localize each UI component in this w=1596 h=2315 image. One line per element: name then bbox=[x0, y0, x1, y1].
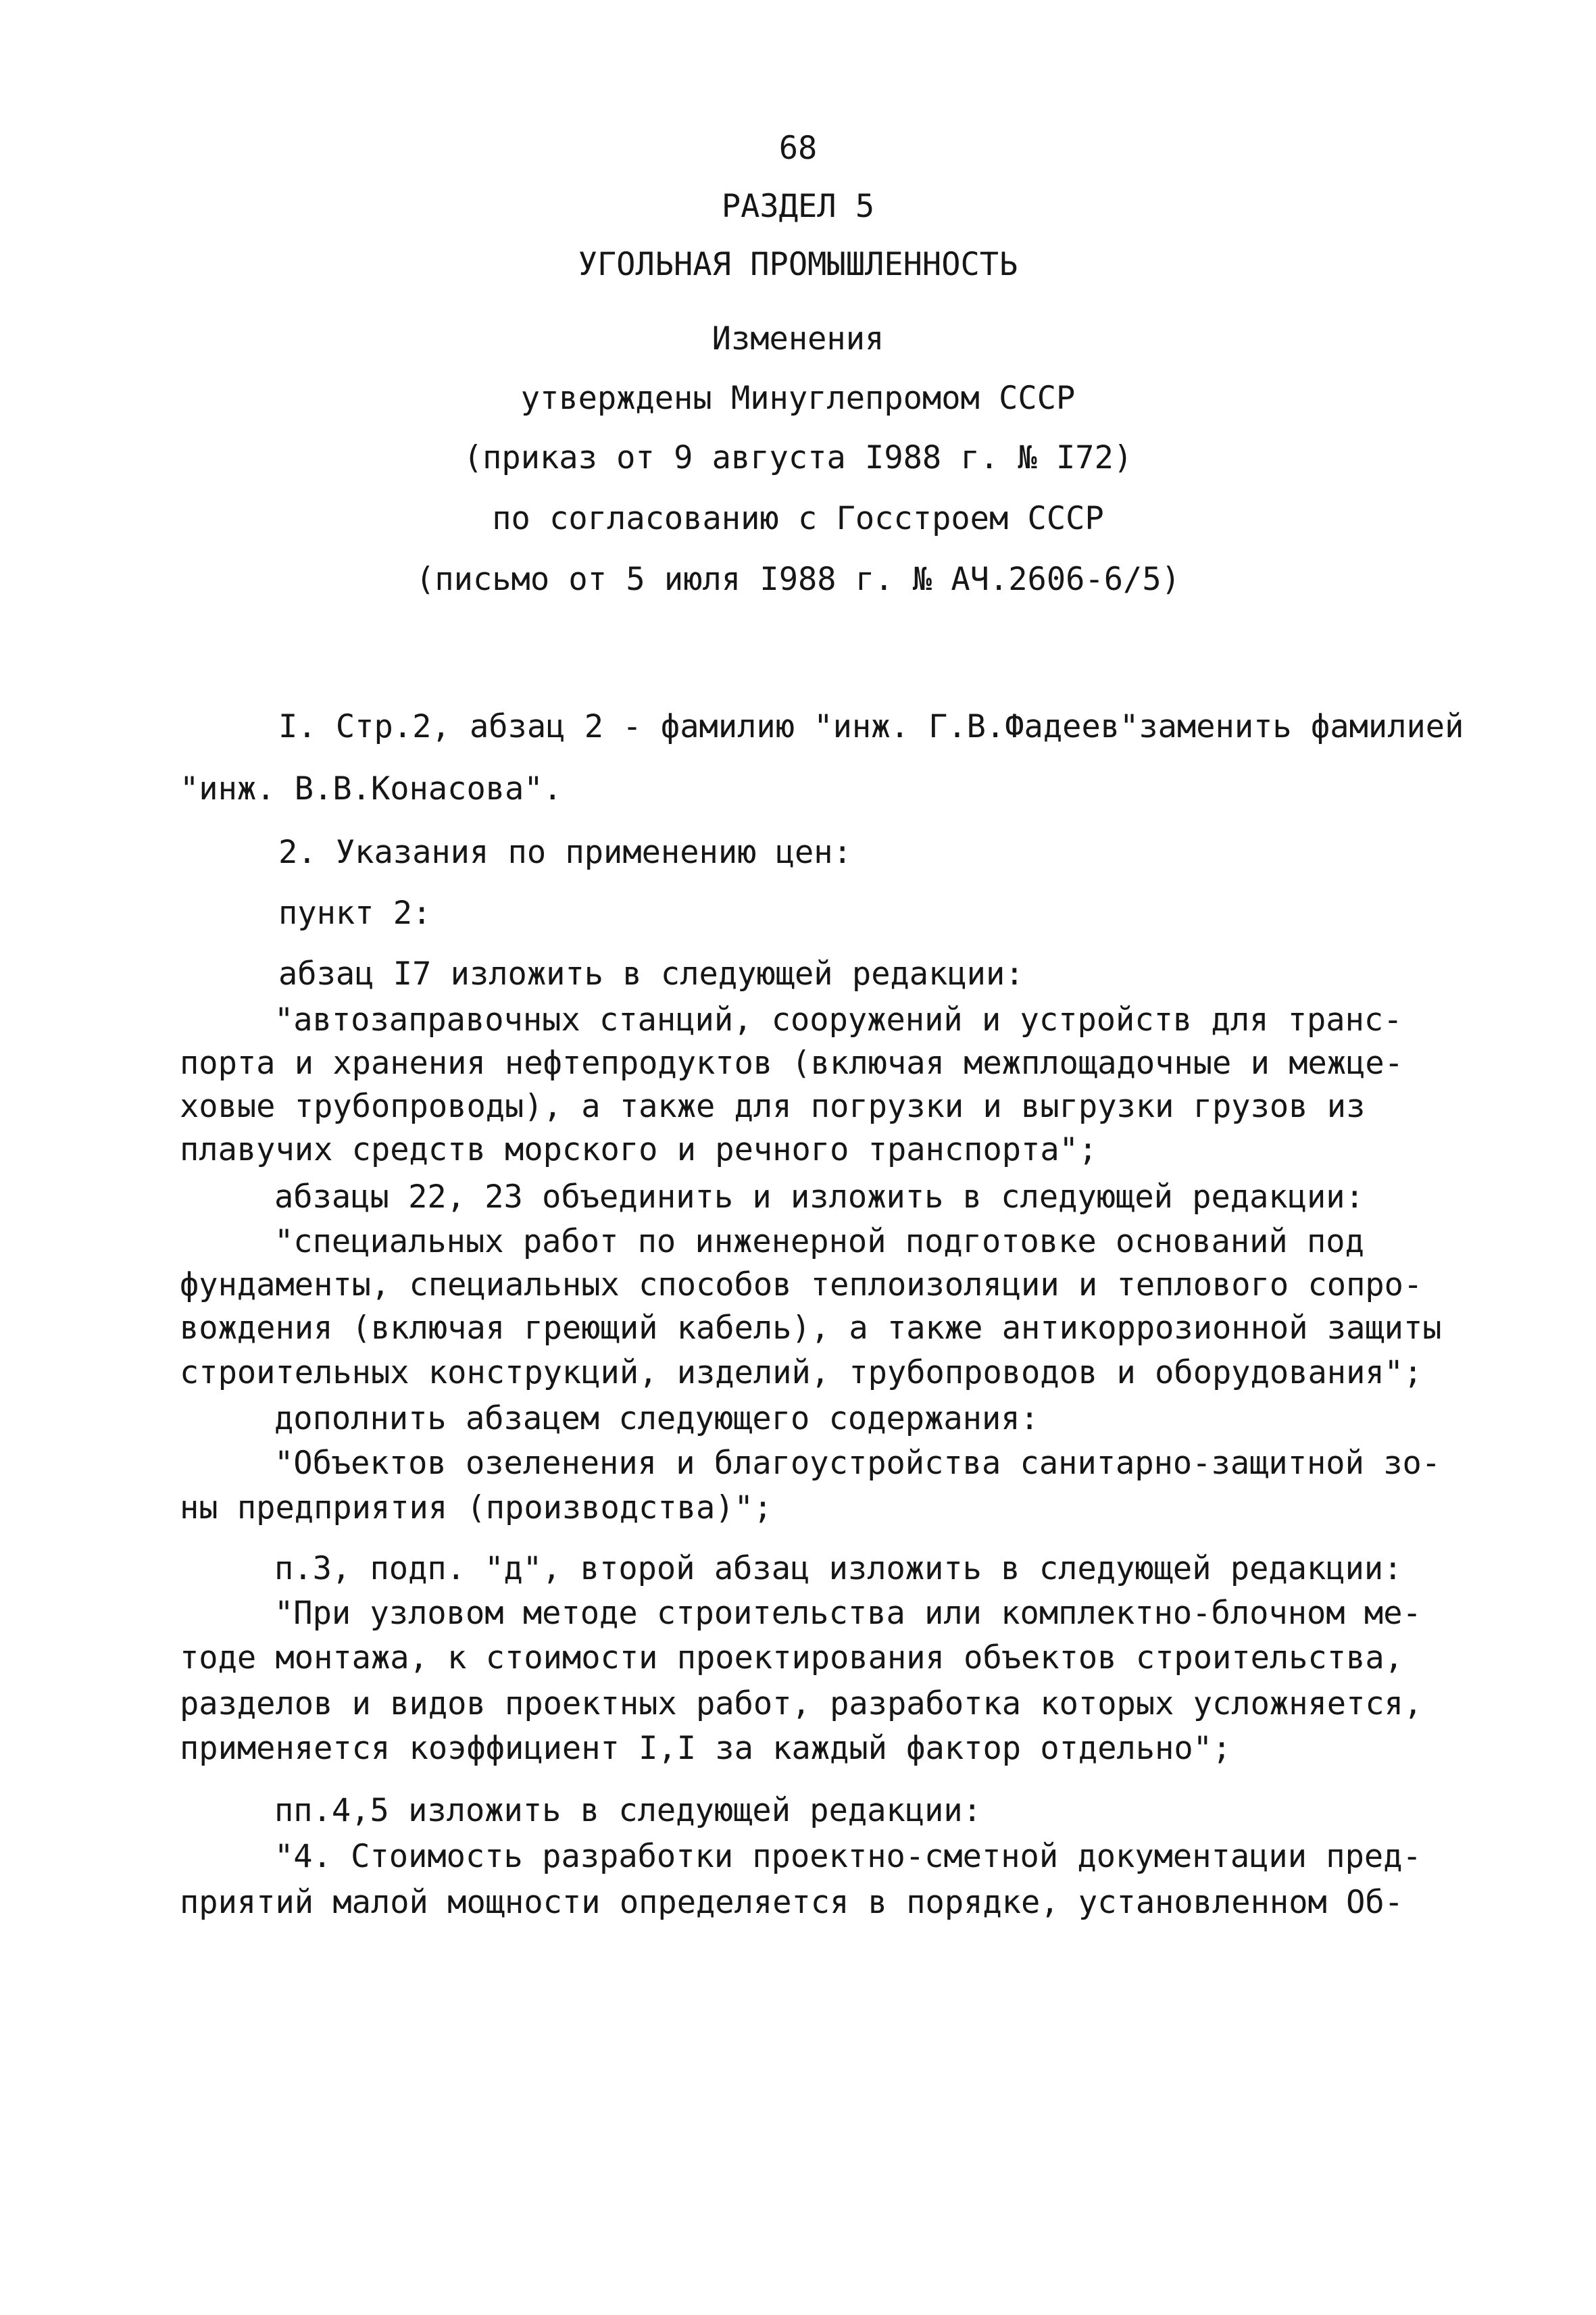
p3-line: "При узловом методе строительства или комплектно-блочном ме- bbox=[274, 1595, 1422, 1632]
para22-line: строительных конструкций, изделий, трубопроводов и оборудования"; bbox=[180, 1354, 1423, 1391]
p45-line: приятий малой мощности определяется в порядке, установленном Об- bbox=[180, 1884, 1403, 1921]
p3-line: применяется коэффициент I,I за каждый фактор отдельно"; bbox=[180, 1730, 1232, 1767]
p45-line: "4. Стоимость разработки проектно-сметной документации пред- bbox=[274, 1838, 1422, 1875]
agreement-line: по согласованию с Госстроем СССР bbox=[492, 500, 1104, 537]
para17-line: порта и хранения нефтепродуктов (включая межплощадочные и межце- bbox=[180, 1045, 1403, 1082]
point2-label: пункт 2: bbox=[278, 895, 432, 932]
approved-by-line: утверждены Минуглепромом СССР bbox=[520, 380, 1076, 417]
para17-line: ховые трубопроводы), а также для погрузки и выгрузки грузов из bbox=[180, 1088, 1366, 1125]
para22-line: фундаменты, специальных способов теплоизоляции и теплового сопро- bbox=[180, 1266, 1423, 1303]
p3-line: тоде монтажа, к стоимости проектирования объектов строительства, bbox=[180, 1639, 1403, 1676]
page-number: 68 bbox=[778, 130, 818, 167]
para22-line: вождения (включая греющий кабель), а также антикоррозионной защиты bbox=[180, 1310, 1442, 1347]
order-line: (приказ от 9 августа I988 г. № I72) bbox=[463, 439, 1133, 476]
add-line: "Объектов озеленения и благоустройства санитарно-защитной зо- bbox=[274, 1445, 1441, 1482]
item1-line: "инж. В.В.Конасова". bbox=[180, 770, 562, 807]
add-line: ны предприятия (производства)"; bbox=[180, 1489, 773, 1526]
industry-title: УГОЛЬНАЯ ПРОМЫШЛЕННОСТЬ bbox=[578, 246, 1018, 283]
item1-line: I. Стр.2, абзац 2 - фамилию "инж. Г.В.Фадеев"заменить фамилией bbox=[278, 708, 1464, 745]
section-title: РАЗДЕЛ 5 bbox=[721, 188, 875, 225]
p3-line: разделов и видов проектных работ, разработка которых усложняется, bbox=[180, 1685, 1423, 1722]
para17-line: "автозаправочных станций, сооружений и устройств для транс- bbox=[274, 1001, 1403, 1039]
para22-line: "специальных работ по инженерной подготовке оснований под bbox=[274, 1223, 1364, 1260]
item2-heading: 2. Указания по применению цен: bbox=[278, 834, 852, 871]
para17-intro: абзац I7 изложить в следующей редакции: bbox=[278, 955, 1024, 993]
para22-intro: абзацы 22, 23 объединить и изложить в следующей редакции: bbox=[274, 1178, 1364, 1216]
p45-intro: пп.4,5 изложить в следующей редакции: bbox=[274, 1792, 982, 1829]
letter-line: (письмо от 5 июля I988 г. № АЧ.2606-6/5) bbox=[416, 561, 1180, 598]
para17-line: плавучих средств морского и речного транспорта"; bbox=[180, 1131, 1098, 1168]
changes-heading: Изменения bbox=[712, 320, 884, 357]
p3-intro: п.3, подп. "д", второй абзац изложить в следующей редакции: bbox=[274, 1550, 1403, 1587]
add-intro: дополнить абзацем следующего содержания: bbox=[274, 1400, 1039, 1437]
